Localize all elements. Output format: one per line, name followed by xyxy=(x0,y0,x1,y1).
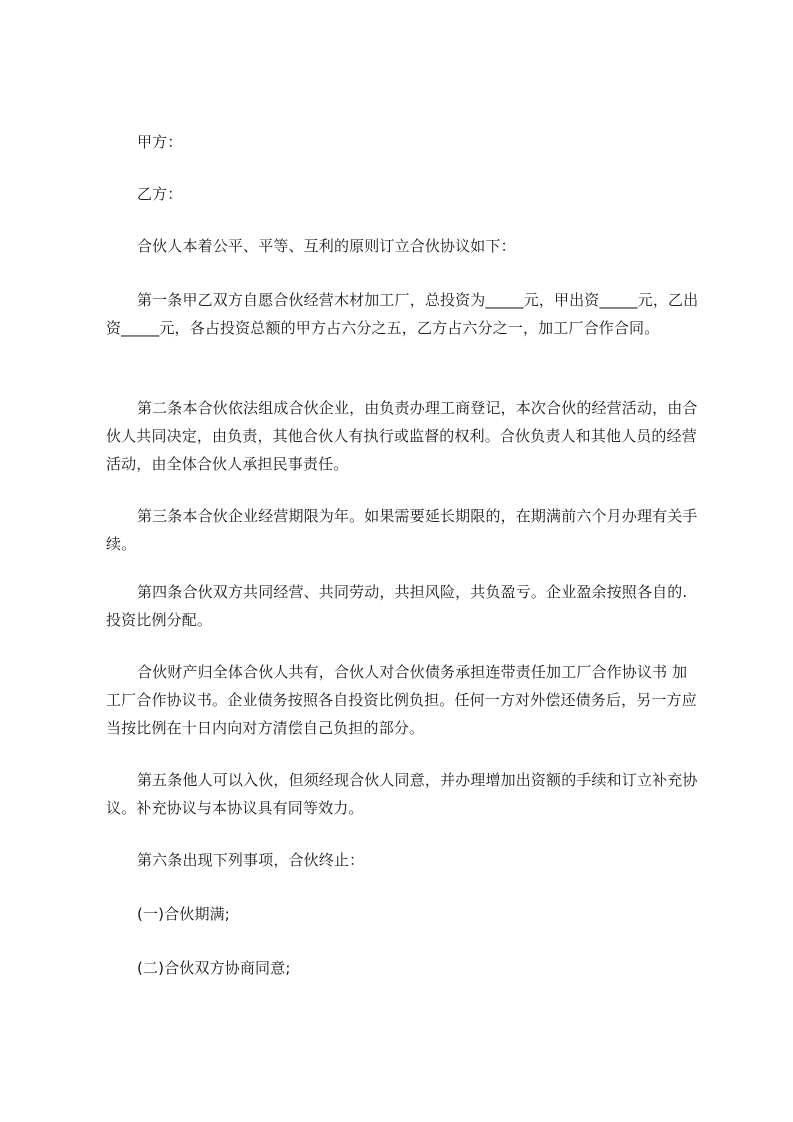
preamble-paragraph: 合伙人本着公平、平等、互利的原则订立合伙协议如下： xyxy=(137,237,516,255)
property-paragraph: 合伙财产归全体合伙人共有，合伙人对合伙债务承担连带责任加工厂合作协议书 加工厂合作协议书。企业债务按照各自投资比例负担。任何一方对外偿还债务后，另一方应当按比例在十日内向对方清偿自己负担的部分。 xyxy=(106,663,697,737)
article-6-paragraph: 第六条出现下列事项，合伙终止： xyxy=(137,851,365,869)
article-2-paragraph: 第二条本合伙依法组成合伙企业，由负责办理工商登记，本次合伙的经营活动，由合伙人共同决定，由负责，其他合伙人有执行或监督的权利。合伙负责人和其他人员的经营活动，由全体合伙人承担民事责任。 xyxy=(106,399,698,473)
article-1-paragraph: 第一条甲乙双方自愿合伙经营木材加工厂，总投资为_____元，甲出资_____元，乙出资_____元，各占投资总额的甲方占六分之五，乙方占六分之一，加工厂合作合同。 xyxy=(106,291,699,337)
article-4-paragraph: 第四条合伙双方共同经营、共同劳动，共担风险，共负盈亏。企业盈余按照各自的.投资比例分配。 xyxy=(106,583,688,629)
termination-item-2: (二)合伙双方协商同意; xyxy=(137,959,291,977)
termination-item-1: (一)合伙期满; xyxy=(137,905,230,923)
party-b-line: 乙方： xyxy=(137,185,183,203)
article-5-paragraph: 第五条他人可以入伙，但须经现合伙人同意，并办理增加出资额的手续和订立补充协议。补充协议与本协议具有同等效力。 xyxy=(106,771,698,817)
article-3-paragraph: 第三条本合伙企业经营期限为年。如果需要延长期限的，在期满前六个月办理有关手续。 xyxy=(106,507,698,553)
party-a-line: 甲方： xyxy=(137,133,183,151)
